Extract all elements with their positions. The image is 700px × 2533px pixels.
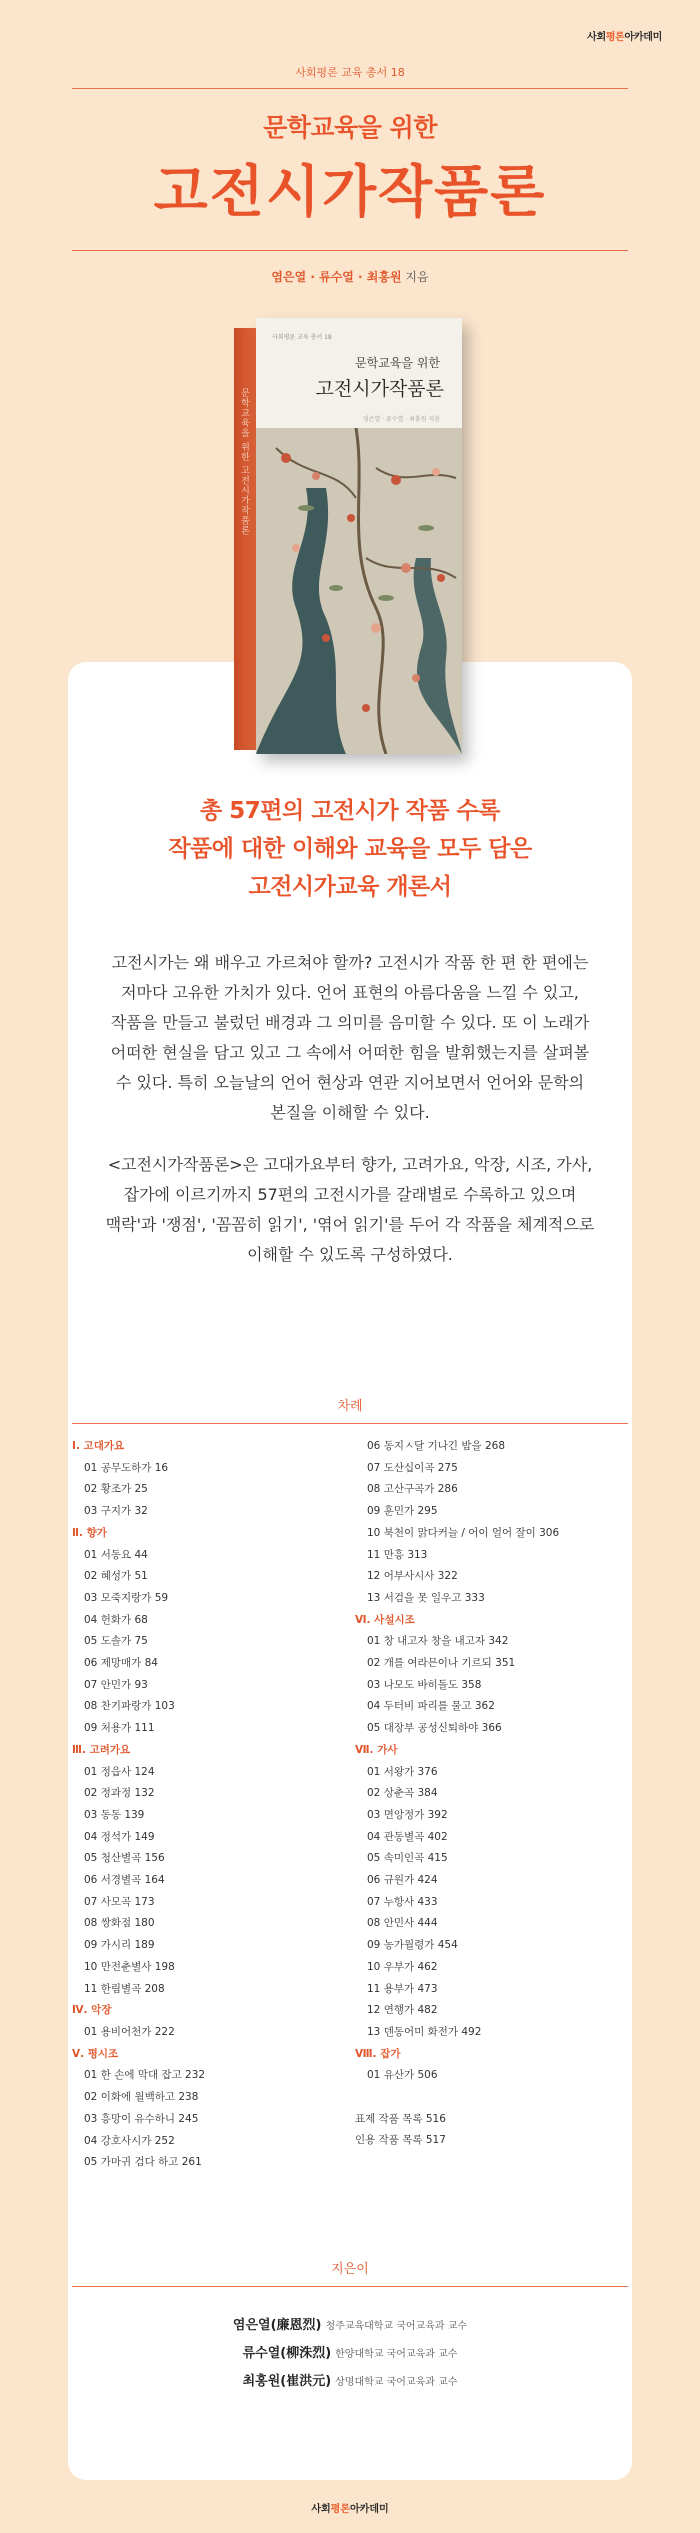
toc-item: 07 도산십이곡 275: [367, 1461, 458, 1474]
toc-divider: [72, 1423, 628, 1424]
toc-item: 04 강호사시가 252: [84, 2134, 175, 2147]
toc-item: 03 면앙정가 392: [367, 1808, 448, 1821]
toc-item: 07 안민가 93: [84, 1678, 148, 1691]
cover-painting: [256, 428, 462, 754]
toc-item: 07 누항사 433: [367, 1895, 438, 1908]
toc-item: 06 규원가 424: [367, 1874, 438, 1887]
toc-item: 02 상춘곡 384: [367, 1787, 438, 1800]
toc-item: 01 한 손에 막대 잡고 232: [84, 2069, 206, 2082]
toc-spacer: [355, 2087, 635, 2109]
toc-item: 11 만흥 313: [367, 1548, 428, 1561]
toc-item: 09 훈민가 295: [367, 1505, 438, 1518]
toc-item: 13 서검을 못 일우고 333: [367, 1591, 485, 1604]
publisher-logo: 사회평론아카데미: [587, 32, 662, 43]
toc-part-heading: Ⅰ. 고대가요: [72, 1440, 125, 1452]
toc-item: 09 처용가 111: [84, 1722, 155, 1735]
toc-item: 04 헌화가 68: [84, 1613, 148, 1626]
toc-item: 03 흥망이 유수하니 245: [84, 2112, 199, 2125]
footer-publisher-logo: 사회평론아카데미: [311, 2504, 389, 2515]
toc-item: 03 구지가 32: [84, 1505, 148, 1518]
toc-item: 07 사모곡 173: [84, 1895, 155, 1908]
toc-item: 09 가시리 189: [84, 1939, 155, 1952]
author-divider: [72, 2286, 628, 2287]
toc-item: 08 쌍화점 180: [84, 1917, 155, 1930]
toc-item: 01 공무도하가 16: [84, 1461, 169, 1474]
toc-item: 12 어부사시사 322: [367, 1570, 458, 1583]
toc-item: 05 속미인곡 415: [367, 1852, 448, 1865]
toc-item: 01 서동요 44: [84, 1548, 148, 1561]
toc-item: 06 동지ㅅ달 기나긴 밤을 268: [367, 1440, 506, 1452]
cover-subtitle: 문학교육을 위한: [355, 356, 440, 370]
book-spine: 문학교육을 위한 고전시가작품론: [234, 328, 256, 750]
toc-item: 02 정과정 132: [84, 1787, 155, 1800]
toc-item: 03 나모도 바히돌도 358: [367, 1678, 482, 1691]
toc-item: 06 제망매가 84: [84, 1657, 158, 1670]
toc-item: 13 덴동어미 화전가 492: [367, 2025, 482, 2038]
cover-series: 사회평론 교육 총서 18: [272, 334, 332, 341]
toc-item: 01 용비어천가 222: [84, 2025, 175, 2038]
toc-item: 08 고산구곡가 286: [367, 1483, 458, 1496]
toc-item: 04 관동별곡 402: [367, 1830, 448, 1843]
toc-item: 01 창 내고자 창을 내고자 342: [367, 1635, 509, 1648]
author-section-title: 지은이: [331, 2262, 369, 2277]
toc-part-heading: Ⅴ. 평시조: [72, 2047, 119, 2060]
toc-item: 08 찬기파랑가 103: [84, 1700, 175, 1713]
intro-paragraph-1: 고전시가는 왜 배우고 가르쳐야 할까? 고전시가 작품 한 편 한 편에는 저마다 고유한 가치가 있다. 언어 표현의 아름다움을 느낄 수 있고, 작품을 만들고 불렀던 배경과 그 의미를 음미할 수 있다. 또 이 노래가 어떠한 현실을 담고 있고 그 속에서 어떠한 힘을 발휘했는지를 살펴볼 수 있다. 특히 오늘날의 언어 현상과 연관 지어보면서 언어와 문학의 본질을 이해할 수 있다.: [110, 953, 590, 1122]
toc-item: 03 동동 139: [84, 1808, 145, 1821]
toc-appendix-item: 인용 작품 목록 517: [355, 2134, 446, 2147]
toc-item: 05 가마귀 검다 하고 261: [84, 2156, 202, 2169]
header-top-divider: [72, 88, 628, 89]
toc-item: 04 정석가 149: [84, 1830, 155, 1843]
author-line: 염은열 · 류수열 · 최홍원 지음: [271, 270, 429, 284]
intro-paragraph-2: <고전시가작품론>은 고대가요부터 향가, 고려가요, 악장, 시조, 가사, 잡가에 이르기까지 57편의 고전시가를 갈래별로 수록하고 있으며 맥락'과 '쟁점', '꼼꼼히 읽기', '엮어 읽기'를 두어 각 작품을 체계적으로 이해할 수 있도록 구성하였다.: [105, 1155, 595, 1264]
toc-item: 02 이화에 월백하고 238: [84, 2091, 199, 2104]
toc-item: 05 대장부 공성신퇴하야 366: [367, 1722, 502, 1735]
toc-item: 11 용부가 473: [367, 1982, 438, 1995]
intro-headline-3: 고전시가교육 개론서: [248, 874, 452, 900]
cover-title: 고전시가작품론: [315, 378, 444, 400]
toc-part-heading: Ⅷ. 잡가: [355, 2047, 401, 2060]
toc-item: 03 모죽지랑가 59: [84, 1591, 169, 1604]
toc-item: 05 도솔가 75: [84, 1635, 148, 1648]
toc-item: 01 정읍사 124: [84, 1765, 155, 1778]
toc-item: 11 한림별곡 208: [84, 1982, 165, 1995]
series-label: 사회평론 교육 총서 18: [295, 66, 405, 79]
toc-item: 10 북천이 맑다커늘 / 어이 얼어 잘이 306: [367, 1526, 560, 1539]
toc-left-column: [72, 1436, 352, 2174]
toc-item: 10 만전춘별사 198: [84, 1960, 175, 1973]
author-row: 염은열(廉恩烈) 청주교육대학교 국어교육과 교수: [232, 2318, 468, 2333]
author-row: 류수열(柳洙烈) 한양대학교 국어교육과 교수: [242, 2346, 458, 2361]
header-bottom-divider: [72, 250, 628, 251]
toc-part-heading: Ⅳ. 악장: [72, 2004, 112, 2017]
toc-item: 02 개를 여라믄이나 기르되 351: [367, 1657, 516, 1670]
author-row: 최홍원(崔洪元) 상명대학교 국어교육과 교수: [242, 2374, 458, 2389]
toc-item: 02 황조가 25: [84, 1483, 148, 1496]
toc-item: 01 유산가 506: [367, 2069, 438, 2082]
intro-headline-1: 총 57편의 고전시가 작품 수록: [200, 798, 500, 824]
toc-item: 02 혜성가 51: [84, 1570, 148, 1583]
toc-item: 12 연행가 482: [367, 2004, 438, 2017]
toc-part-heading: Ⅱ. 향가: [72, 1526, 107, 1539]
cover-authors: 염은열 · 류수열 · 최홍원 지음: [362, 416, 440, 423]
toc-item: 01 서왕가 376: [367, 1765, 438, 1778]
toc-right-column: [355, 1436, 635, 2152]
book-front: [256, 318, 462, 754]
toc-part-heading: Ⅲ. 고려가요: [72, 1743, 131, 1756]
toc-part-heading: Ⅵ. 사설시조: [355, 1613, 415, 1626]
toc-item: 09 농가월령가 454: [367, 1939, 458, 1952]
toc-item: 08 안민사 444: [367, 1917, 438, 1930]
toc-item: 04 두터비 파리를 물고 362: [367, 1700, 495, 1713]
toc-item: 10 우부가 462: [367, 1960, 438, 1973]
book-cover-image: [234, 318, 462, 754]
intro-headline-2: 작품에 대한 이해와 교육을 모두 담은: [168, 836, 532, 862]
toc-appendix-item: 표제 작품 목록 516: [355, 2112, 446, 2125]
toc-title: 차례: [337, 1399, 363, 1414]
book-subtitle: 문학교육을 위한: [263, 113, 437, 142]
toc-part-heading: Ⅶ. 가사: [355, 1743, 398, 1756]
toc-item: 05 청산별곡 156: [84, 1852, 165, 1865]
book-title: 고전시가작품론: [153, 160, 547, 225]
toc-item: 06 서경별곡 164: [84, 1874, 165, 1887]
